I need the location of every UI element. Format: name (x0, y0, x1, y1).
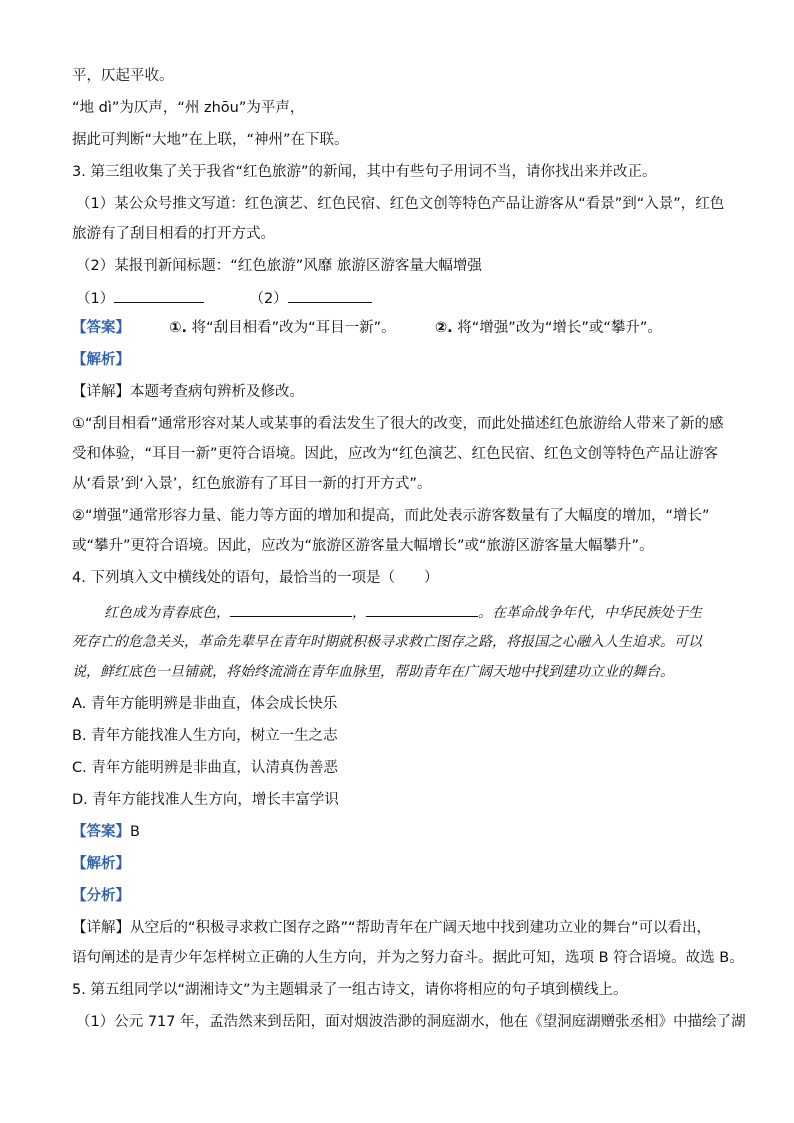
answer-text: B (130, 824, 140, 840)
passage-text: ， (352, 605, 366, 621)
passage-line (104, 602, 764, 623)
blank-label: （2） (249, 291, 288, 307)
detail-line: 【详解】本题考查病句辨析及修改。 (72, 384, 304, 400)
blank-label: （1） (76, 291, 115, 307)
analysis-tag: 【解析】 (72, 856, 130, 872)
answer-text: 将“增强”改为“增长”或“攀升”。 (457, 320, 662, 336)
fill-blank (366, 602, 478, 617)
question-4-answer (72, 822, 732, 842)
question-3-sentence-1: （1）某公众号推文写道：红色演艺、红色民宿、红色文创等特色产品让游客从“看景”到“入景”，红色 (76, 196, 725, 212)
option-a: A. 青年方能明辨是非曲直，体会成长快乐 (72, 696, 338, 712)
detail-line: 受和体验，“耳目一新”更符合语境。因此，应改为“红色演艺、红色民宿、红色文创等特色产品让游客 (72, 446, 719, 462)
answer-blank (288, 288, 372, 303)
fenxi-tag: 【分析】 (72, 888, 130, 904)
option-b: B. 青年方能找准人生方向，树立一生之志 (72, 728, 338, 744)
question-3-sentence-1-cont: 旅游有了刮目相看的打开方式。 (72, 226, 275, 242)
question-4-title: 4. 下列填入文中横线处的语句，最恰当的一项是（ ） (72, 570, 439, 586)
detail-line: ②“增强”通常形容力量、能力等方面的增加和提高，而此处表示游客数量有了大幅度的增加，“增长” (72, 508, 710, 524)
question-5-title: 5. 第五组同学以“湖湘诗文”为主题辑录了一组古诗文，请你将相应的句子填到横线上。 (72, 982, 628, 998)
text-line: “地 dì”为仄声，“州 zhōu”为平声， (72, 100, 305, 116)
detail-line: ①“刮目相看”通常形容对某人或某事的看法发生了很大的改变，而此处描述红色旅游给人带来了新的感 (72, 416, 724, 432)
answer-text: 将“刮目相看”改为“耳目一新”。 (191, 320, 396, 336)
passage-text: 红色成为青春底色， (104, 605, 230, 621)
passage-line: 死存亡的危急关头，革命先辈早在青年时期就积极寻求救亡图存之路，将报国之心融入人生追求。可以 (72, 634, 702, 650)
detail-line: 或“攀升”更符合语境。因此，应改为“旅游区游客量大幅增长”或“旅游区游客量大幅攀升”。 (72, 538, 654, 554)
fill-blank (230, 602, 352, 617)
detail-line: 【详解】从空后的“积极寻求救亡图存之路”“帮助青年在广阔天地中找到建功立业的舞台”可以看出， (72, 920, 712, 936)
passage-line: 说，鲜红底色一旦铺就，将始终流淌在青年血脉里，帮助青年在广阔天地中找到建功立业的舞台。 (72, 664, 674, 680)
detail-line: 语句阐述的是青少年怎样树立正确的人生方向，并为之努力奋斗。据此可知，选项 B 符合语境。故选 B。 (72, 950, 744, 966)
text-line: 据此可判断“大地”在上联，“神州”在下联。 (72, 132, 349, 148)
question-3-blanks (76, 288, 736, 309)
answer-tag: 【答案】 (72, 320, 130, 336)
circle-number: ②. (434, 320, 453, 336)
option-c: C. 青年方能明辨是非曲直，认清真伪善恶 (72, 760, 338, 776)
option-d: D. 青年方能找准人生方向，增长丰富学识 (72, 792, 339, 808)
answer-blank (114, 288, 204, 303)
passage-text: 。在革命战争年代，中华民族处于生 (478, 605, 702, 621)
question-3-sentence-2: （2）某报刊新闻标题：“红色旅游”风靡 旅游区游客量大幅增强 (76, 258, 482, 274)
question-5-sentence-1: （1）公元 717 年，孟浩然来到岳阳，面对烟波浩渺的洞庭湖水，他在《望洞庭湖赠张丞相》中描绘了湖 (76, 1014, 746, 1030)
text-line: 平，仄起平收。 (72, 68, 174, 84)
detail-line: 从‘看景’到‘入景’，红色旅游有了耳目一新的打开方式”。 (72, 476, 432, 492)
answer-tag: 【答案】 (72, 824, 130, 840)
analysis-tag: 【解析】 (72, 352, 130, 368)
question-3-title: 3. 第三组收集了关于我省“红色旅游”的新闻，其中有些句子用词不当，请你找出来并改正。 (72, 164, 657, 180)
circle-number: ①. (169, 320, 188, 336)
question-3-answer (72, 318, 732, 338)
